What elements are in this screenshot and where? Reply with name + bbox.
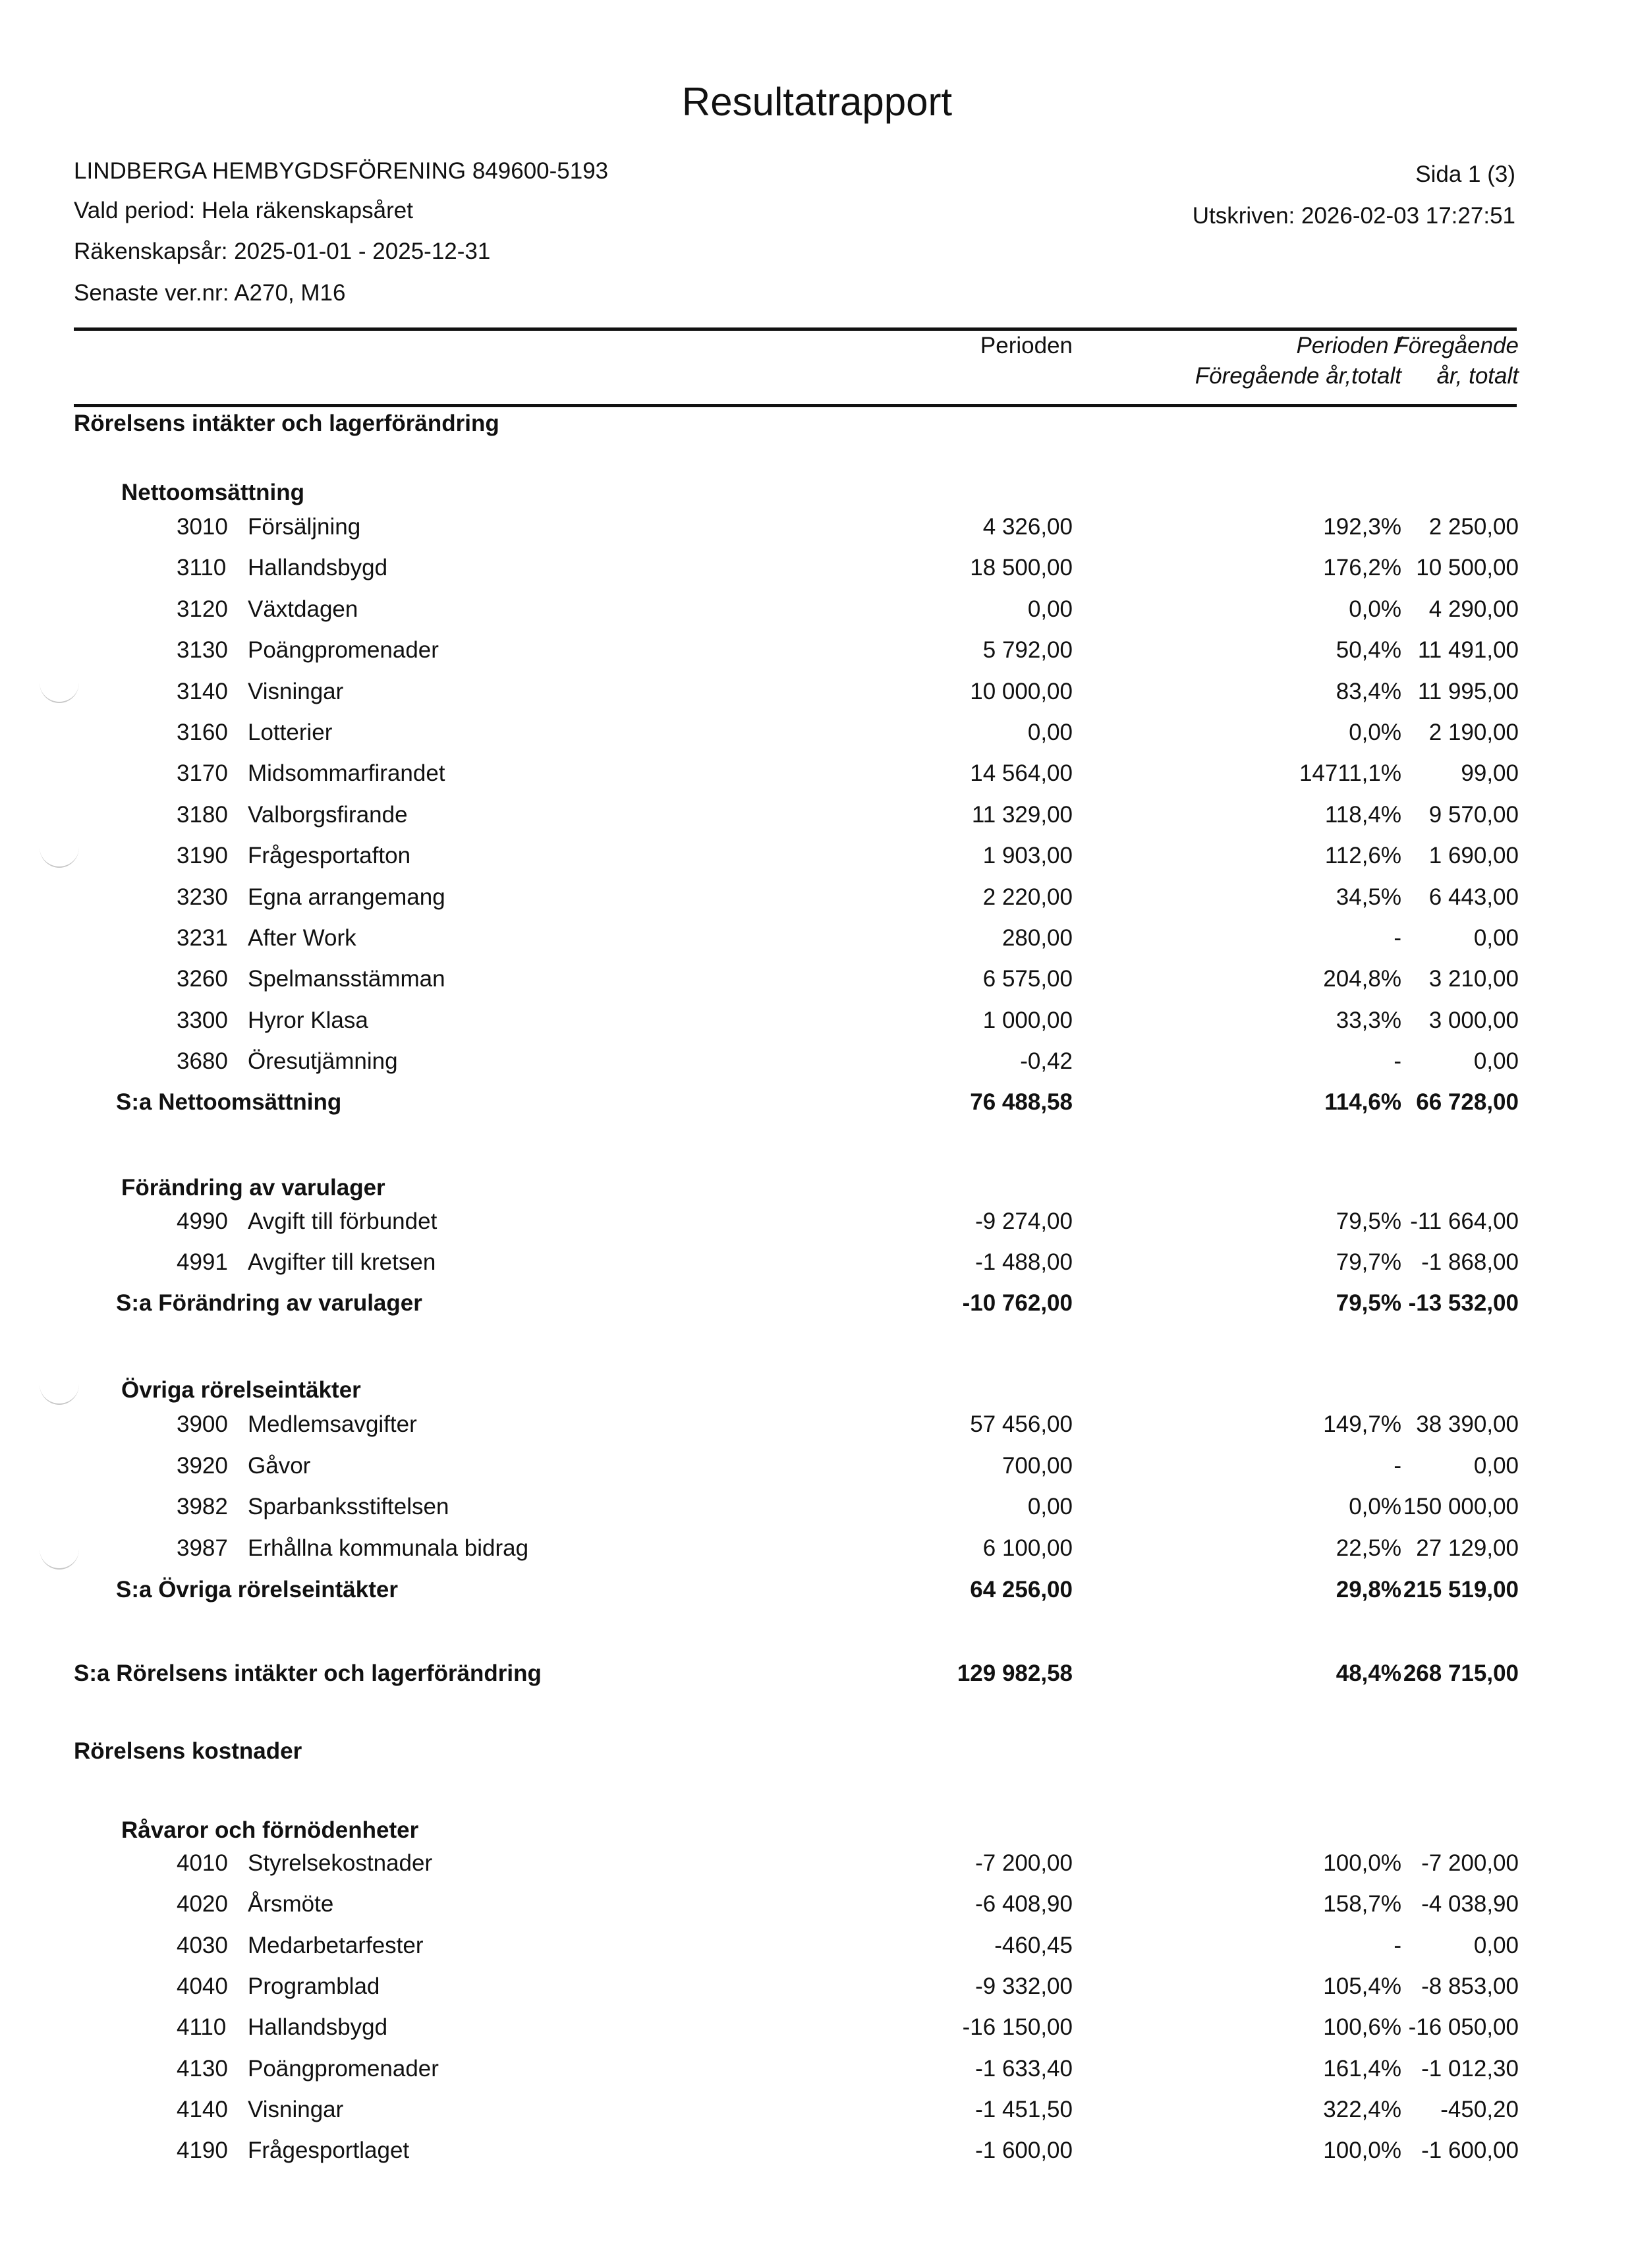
previous-value: 0,00 (1473, 1452, 1519, 1479)
ratio-value: 176,2% (1323, 555, 1401, 581)
previous-value: -4 038,90 (1421, 1891, 1519, 1917)
period-value: 280,00 (1001, 925, 1073, 951)
account-number: 3900 (177, 1411, 228, 1437)
account-row (0, 755, 1634, 792)
ratio-value: 79,7% (1336, 1249, 1401, 1275)
ratio-value: 204,8% (1323, 966, 1401, 992)
account-row (0, 591, 1634, 628)
account-number: 3130 (177, 637, 228, 664)
previous-value: -1 600,00 (1421, 2138, 1519, 2164)
period-value: 0,00 (1027, 596, 1073, 622)
latest-voucher: Senaste ver.nr: A270, M16 (74, 280, 346, 306)
account-name: Poängpromenader (248, 2055, 439, 2082)
account-number: 3300 (177, 1007, 228, 1033)
account-number: 3231 (177, 925, 228, 951)
column-header-previous-line2: år, totalt (1436, 363, 1519, 389)
previous-value: 11 995,00 (1417, 678, 1519, 704)
account-number: 4991 (177, 1249, 228, 1275)
ratio-value: 100,6% (1323, 2014, 1401, 2041)
account-row (0, 1927, 1634, 1964)
account-name: Hallandsbygd (248, 2014, 388, 2041)
previous-value: -16 050,00 (1408, 2014, 1519, 2041)
ratio-value: 79,5% (1336, 1208, 1401, 1234)
column-header-previous (1394, 331, 1519, 391)
account-row (0, 1406, 1634, 1443)
raw-materials-heading: Råvaror och förnödenheter (121, 1817, 419, 1843)
organization-name: LINDBERGA HEMBYGDSFÖRENING 849600-5193 (74, 158, 609, 184)
period-value: -9 332,00 (975, 1973, 1073, 1999)
column-header-ratio (1195, 331, 1401, 391)
ratio-value: 158,7% (1323, 1891, 1401, 1917)
period-value: 1 903,00 (982, 843, 1073, 869)
period-value: 2 220,00 (982, 884, 1073, 910)
previous-value: 268 715,00 (1403, 1660, 1519, 1686)
period-value: 0,00 (1027, 720, 1073, 745)
account-name: Medarbetarfester (248, 1932, 424, 1958)
account-number: 3982 (177, 1494, 228, 1519)
ratio-value: - (1394, 925, 1401, 951)
account-row (0, 1845, 1634, 1882)
account-number: 3160 (177, 720, 228, 745)
account-name: Växtdagen (248, 596, 358, 622)
ratio-value: 322,4% (1323, 2096, 1401, 2122)
account-row (0, 1203, 1634, 1240)
fiscal-year: Räkenskapsår: 2025-01-01 - 2025-12-31 (74, 239, 491, 264)
selected-period: Vald period: Hela räkenskapsåret (74, 198, 413, 223)
account-number: 3230 (177, 884, 228, 910)
ratio-value: 22,5% (1336, 1535, 1401, 1561)
inventory-change-sum (0, 1285, 1634, 1322)
ratio-value: 114,6% (1324, 1089, 1401, 1115)
other-income-heading-row (0, 1372, 1634, 1409)
printed-timestamp: Utskriven: 2026-02-03 17:27:51 (1192, 203, 1515, 229)
account-row (0, 1244, 1634, 1281)
other-income-heading: Övriga rörelseintäkter (121, 1377, 361, 1403)
account-number: 4030 (177, 1932, 228, 1958)
period-value: -10 762,00 (962, 1290, 1073, 1316)
previous-value: -1 868,00 (1421, 1249, 1519, 1275)
account-row (0, 2132, 1634, 2169)
previous-value: 11 491,00 (1417, 637, 1519, 664)
account-number: 3920 (177, 1452, 228, 1479)
account-row (0, 550, 1634, 586)
account-name: Hyror Klasa (248, 1007, 368, 1033)
period-value: -460,45 (994, 1932, 1073, 1958)
period-value: 18 500,00 (970, 555, 1073, 581)
ratio-value: 100,0% (1323, 1850, 1401, 1876)
previous-value: 27 129,00 (1416, 1535, 1519, 1561)
account-row (0, 879, 1634, 916)
net-sales-heading-row (0, 474, 1634, 511)
account-name: Avgifter till kretsen (248, 1249, 436, 1275)
period-value: 10 000,00 (970, 678, 1073, 704)
account-number: 4010 (177, 1850, 228, 1876)
period-value: 6 100,00 (982, 1535, 1073, 1561)
period-value: 700,00 (1001, 1452, 1073, 1479)
account-number: 4140 (177, 2096, 228, 2122)
column-header-ratio-line1: Perioden / (1296, 333, 1401, 358)
period-value: 5 792,00 (982, 637, 1073, 664)
ratio-value: 100,0% (1323, 2138, 1401, 2164)
account-name: Hallandsbygd (248, 555, 388, 581)
ratio-value: 149,7% (1323, 1411, 1401, 1437)
previous-value: 9 570,00 (1428, 801, 1519, 828)
ratio-value: 14711,1% (1299, 760, 1401, 787)
ratio-value: - (1394, 1932, 1401, 1958)
account-row (0, 2091, 1634, 2128)
account-row (0, 1448, 1634, 1485)
period-value: 57 456,00 (970, 1411, 1073, 1437)
account-number: 3260 (177, 966, 228, 992)
income-total (0, 1655, 1634, 1692)
account-row (0, 797, 1634, 834)
previous-value: -8 853,00 (1421, 1973, 1519, 1999)
account-name: Årsmöte (248, 1891, 334, 1917)
account-name: Egna arrangemang (248, 884, 445, 910)
account-row (0, 1002, 1634, 1039)
ratio-value: 192,3% (1323, 514, 1401, 540)
account-name: Visningar (248, 2096, 344, 2122)
account-row (0, 1530, 1634, 1567)
previous-value: 0,00 (1473, 1048, 1519, 1075)
other-income-sum-label: S:a Övriga rörelseintäkter (116, 1577, 398, 1602)
ratio-value: 112,6% (1324, 843, 1401, 869)
net-sales-heading: Nettoomsättning (121, 480, 305, 505)
previous-value: 0,00 (1473, 925, 1519, 951)
account-number: 3010 (177, 514, 228, 540)
previous-value: -7 200,00 (1421, 1850, 1519, 1876)
previous-value: -11 664,00 (1410, 1208, 1519, 1234)
account-number: 4990 (177, 1208, 228, 1234)
period-value: -16 150,00 (962, 2014, 1073, 2041)
account-name: Sparbanksstiftelsen (248, 1494, 449, 1519)
account-number: 3680 (177, 1048, 228, 1075)
previous-value: -1 012,30 (1421, 2055, 1519, 2082)
account-row (0, 673, 1634, 710)
account-name: Gåvor (248, 1452, 311, 1479)
column-header-previous-line1: Föregående (1394, 333, 1519, 358)
ratio-value: - (1394, 1048, 1401, 1075)
column-header-ratio-line2: Föregående år,totalt (1195, 363, 1401, 389)
ratio-value: 34,5% (1336, 884, 1401, 910)
account-name: Valborgsfirande (248, 801, 408, 828)
previous-value: 38 390,00 (1416, 1411, 1519, 1437)
account-number: 3987 (177, 1535, 228, 1561)
account-row (0, 509, 1634, 546)
previous-value: 2 250,00 (1428, 514, 1519, 540)
previous-value: 3 210,00 (1428, 966, 1519, 992)
previous-value: 1 690,00 (1428, 843, 1519, 869)
ratio-value: 29,8% (1336, 1577, 1401, 1602)
account-name: Erhållna kommunala bidrag (248, 1535, 529, 1561)
period-value: -0,42 (1020, 1048, 1073, 1075)
previous-value: 99,00 (1461, 760, 1519, 787)
account-name: Midsommarfirandet (248, 760, 445, 787)
previous-value: 2 190,00 (1428, 720, 1519, 745)
account-number: 3170 (177, 760, 228, 787)
account-name: Medlemsavgifter (248, 1411, 417, 1437)
ratio-value: 79,5% (1336, 1290, 1401, 1316)
ratio-value: 0,0% (1349, 1494, 1401, 1519)
period-value: 64 256,00 (970, 1577, 1073, 1602)
account-number: 3140 (177, 678, 228, 704)
inventory-change-sum-label: S:a Förändring av varulager (116, 1290, 422, 1316)
account-row (0, 1488, 1634, 1525)
ratio-value: - (1394, 1452, 1401, 1479)
account-name: Öresutjämning (248, 1048, 398, 1075)
account-name: Försäljning (248, 514, 361, 540)
raw-materials-heading-row (0, 1812, 1634, 1849)
ratio-value: 33,3% (1336, 1007, 1401, 1033)
previous-value: 215 519,00 (1403, 1577, 1519, 1602)
period-value: -1 633,40 (975, 2055, 1073, 2082)
period-value: 0,00 (1027, 1494, 1073, 1519)
account-name: Poängpromenader (248, 637, 439, 664)
net-sales-sum (0, 1084, 1634, 1121)
account-name: Lotterier (248, 720, 333, 745)
period-value: -1 488,00 (975, 1249, 1073, 1275)
period-value: -1 600,00 (975, 2138, 1073, 2164)
account-row (0, 920, 1634, 957)
account-row (0, 2009, 1634, 2046)
account-row (0, 961, 1634, 998)
period-value: 14 564,00 (970, 760, 1073, 787)
previous-value: -13 532,00 (1408, 1290, 1519, 1316)
previous-value: 3 000,00 (1428, 1007, 1519, 1033)
page-number: Sida 1 (3) (1415, 161, 1515, 187)
period-value: 11 329,00 (971, 801, 1073, 828)
account-name: Styrelsekostnader (248, 1850, 433, 1876)
period-value: 6 575,00 (982, 966, 1073, 992)
account-name: After Work (248, 925, 356, 951)
previous-value: -450,20 (1440, 2096, 1519, 2122)
period-value: 76 488,58 (970, 1089, 1073, 1115)
ratio-value: 48,4% (1336, 1660, 1401, 1686)
ratio-value: 83,4% (1336, 678, 1401, 704)
account-row (0, 837, 1634, 874)
report-title: Resultatrapport (681, 80, 953, 124)
period-value: 129 982,58 (957, 1660, 1073, 1686)
inventory-change-heading-row (0, 1170, 1634, 1206)
costs-heading-row (0, 1733, 1634, 1770)
period-value: -1 451,50 (975, 2096, 1073, 2122)
previous-value: 0,00 (1473, 1932, 1519, 1958)
account-row (0, 632, 1634, 669)
income-heading: Rörelsens intäkter och lagerförändring (74, 411, 499, 436)
account-number: 4020 (177, 1891, 228, 1917)
ratio-value: 118,4% (1324, 801, 1401, 828)
previous-value: 150 000,00 (1403, 1494, 1519, 1519)
period-value: -6 408,90 (975, 1891, 1073, 1917)
account-number: 4190 (177, 2138, 228, 2164)
account-name: Spelmansstämman (248, 966, 445, 992)
previous-value: 10 500,00 (1416, 555, 1519, 581)
period-value: -7 200,00 (975, 1850, 1073, 1876)
account-number: 3190 (177, 843, 228, 869)
account-name: Frågesportafton (248, 843, 411, 869)
account-name: Frågesportlaget (248, 2138, 410, 2164)
previous-value: 66 728,00 (1416, 1089, 1519, 1115)
ratio-value: 0,0% (1349, 596, 1401, 622)
account-number: 3110 (177, 555, 227, 581)
account-number: 4040 (177, 1973, 228, 1999)
account-row (0, 1886, 1634, 1923)
column-header-period: Perioden (980, 333, 1073, 358)
period-value: -9 274,00 (975, 1208, 1073, 1234)
account-name: Avgift till förbundet (248, 1208, 437, 1234)
account-number: 3180 (177, 801, 228, 828)
account-number: 4110 (177, 2014, 227, 2041)
account-number: 4130 (177, 2055, 228, 2082)
period-value: 1 000,00 (982, 1007, 1073, 1033)
ratio-value: 50,4% (1336, 637, 1401, 664)
ratio-value: 105,4% (1323, 1973, 1401, 1999)
costs-heading: Rörelsens kostnader (74, 1738, 302, 1764)
account-row (0, 1968, 1634, 2005)
period-value: 4 326,00 (982, 514, 1073, 540)
account-row (0, 714, 1634, 751)
previous-value: 4 290,00 (1428, 596, 1519, 622)
income-total-label: S:a Rörelsens intäkter och lagerförändring (74, 1660, 542, 1686)
ratio-value: 0,0% (1349, 720, 1401, 745)
account-name: Visningar (248, 678, 344, 704)
account-name: Programblad (248, 1973, 380, 1999)
inventory-change-heading: Förändring av varulager (121, 1175, 385, 1201)
account-number: 3120 (177, 596, 228, 622)
previous-value: 6 443,00 (1428, 884, 1519, 910)
other-income-sum (0, 1572, 1634, 1608)
account-row (0, 2051, 1634, 2087)
ratio-value: 161,4% (1323, 2055, 1401, 2082)
income-heading-row (0, 405, 1634, 442)
net-sales-sum-label: S:a Nettoomsättning (116, 1089, 342, 1115)
account-row (0, 1043, 1634, 1080)
